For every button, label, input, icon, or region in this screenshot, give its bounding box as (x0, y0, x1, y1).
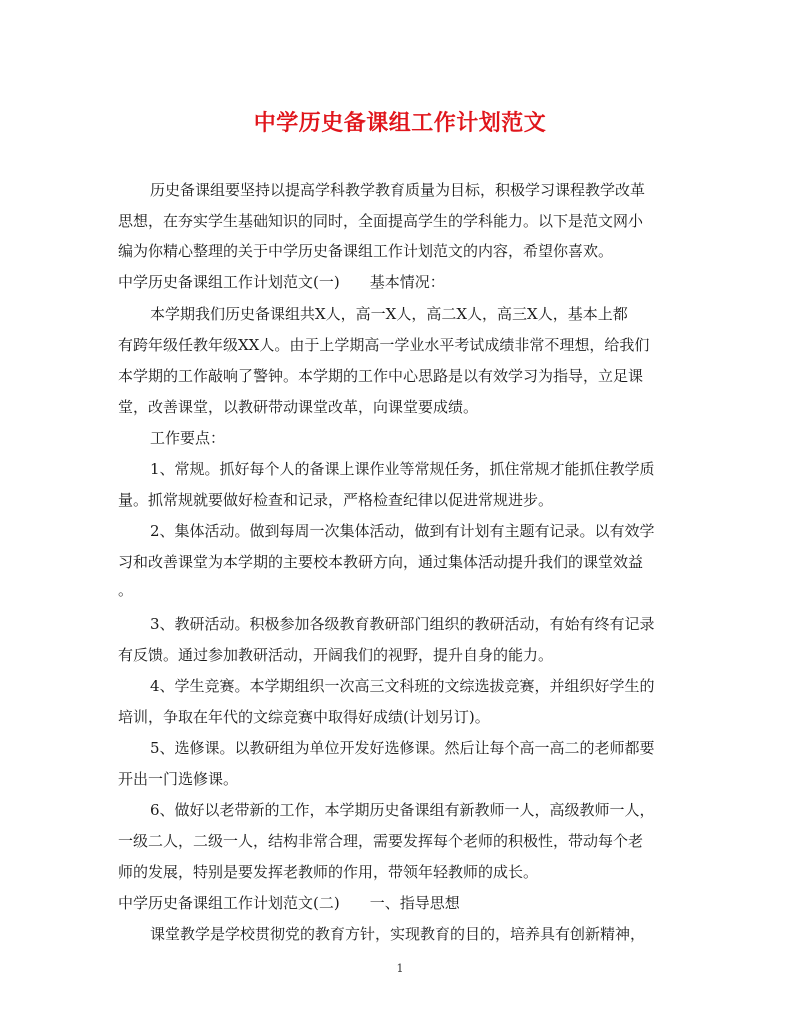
text-line: 师的发展，特别是要发挥老教师的作用，带领年轻教师的成长。 (118, 863, 539, 881)
text-line: 6、做好以老带新的工作，本学期历史备课组有新教师一人，高级教师一人， (150, 801, 655, 819)
text-line: 工作要点： (150, 429, 226, 447)
document-title: 中学历史备课组工作计划范文 (253, 111, 547, 136)
text-line: 本学期我们历史备课组共X人，高一X人，高二X人，高三X人，基本上都 (150, 305, 628, 323)
text-line: 本学期的工作敲响了警钟。本学期的工作中心思路是以有效学习为指导，立足课 (118, 367, 644, 385)
page-number: 1 (396, 962, 404, 975)
text-line: 1、常规。抓好每个人的备课上课作业等常规任务，抓住常规才能抓住教学质 (150, 460, 655, 478)
text-line: 2、集体活动。做到每周一次集体活动，做到有计划有主题有记录。以有效学 (150, 522, 655, 540)
text-line: 培训，争取在年代的文综竞赛中取得好成绩(计划另订)。 (118, 708, 490, 726)
section-heading: 中学历史备课组工作计划范文(一) 基本情况： (118, 273, 445, 291)
text-line: 开出一门选修课。 (118, 770, 239, 788)
text-line: 。 (118, 581, 134, 599)
text-line: 课堂教学是学校贯彻党的教育方针，实现教育的目的，培养具有创新精神， (150, 925, 646, 943)
text-line: 堂，改善课堂，以教研带动课堂改革，向课堂要成绩。 (118, 398, 479, 416)
text-line: 量。抓常规就要做好检查和记录，严格检查纪律以促进常规进步。 (118, 491, 554, 509)
text-line: 有跨年级任教年级XX人。由于上学期高一学业水平考试成绩非常不理想，给我们 (118, 336, 650, 354)
text-line: 3、教研活动。积极参加各级教育教研部门组织的教研活动，有始有终有记录 (150, 615, 655, 633)
text-line: 编为你精心整理的关于中学历史备课组工作计划范文的内容，希望你喜欢。 (118, 242, 614, 260)
text-line: 历史备课组要坚持以提高学科教学教育质量为目标，积极学习课程教学改革 (150, 181, 646, 199)
text-line: 一级二人，二级一人，结构非常合理，需要发挥每个老师的积极性，带动每个老 (118, 832, 644, 850)
text-line: 4、学生竞赛。本学期组织一次高三文科班的文综选拔竞赛，并组织好学生的 (150, 677, 655, 695)
text-line: 5、选修课。以教研组为单位开发好选修课。然后让每个高一高二的老师都要 (150, 739, 655, 757)
text-line: 思想，在夯实学生基础知识的同时，全面提高学生的学科能力。以下是范文网小 (118, 212, 644, 230)
text-line: 有反馈。通过参加教研活动，开阔我们的视野，提升自身的能力。 (118, 646, 554, 664)
section-heading: 中学历史备课组工作计划范文(二) 一、指导思想 (118, 894, 460, 912)
text-line: 习和改善课堂为本学期的主要校本教研方向，通过集体活动提升我们的课堂效益 (118, 553, 644, 571)
